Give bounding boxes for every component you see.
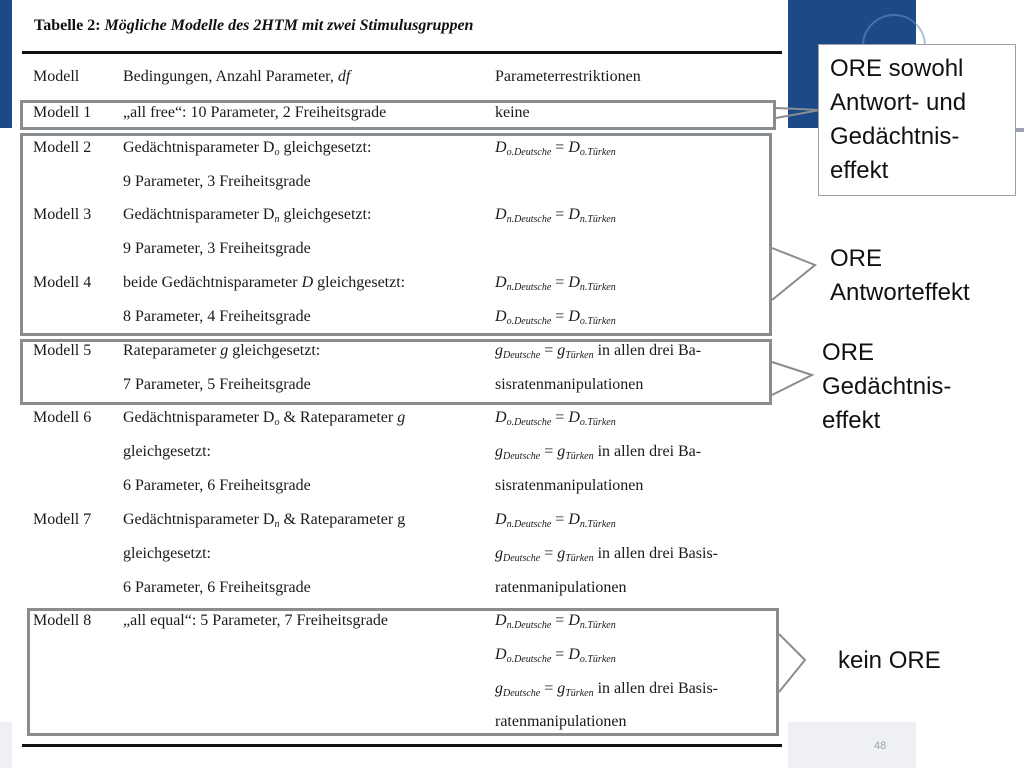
- pointer-model-5: [772, 362, 812, 395]
- model-5-label: Modell 5: [33, 342, 92, 359]
- model-3-conditions-line2: 9 Parameter, 3 Freiheitsgrade: [123, 240, 311, 257]
- model-3-restrictions: $D_{n.Deutsche} = D_{n.Türken}$: [495, 206, 616, 225]
- model-2-conditions-line2: 9 Parameter, 3 Freiheitsgrade: [123, 173, 311, 190]
- table-title: Tabelle 2: Mögliche Modelle des 2HTM mit zwei Stimulusgruppen: [34, 17, 474, 34]
- header-restrictions: Parameterrestriktionen: [495, 68, 641, 85]
- pointer-model-8: [779, 634, 805, 692]
- model-1-conditions: „all free“: 10 Parameter, 2 Freiheitsgrade: [123, 104, 387, 121]
- model-8-conditions: „all equal“: 5 Parameter, 7 Freiheitsgrade: [123, 612, 389, 629]
- page-number: 48: [874, 740, 887, 752]
- model-3-conditions-line1: Gedächtnisparameter $D_n$ gleichgesetzt:: [123, 206, 372, 225]
- model-8-restrictions-line2: $D_{o.Deutsche} = D_{o.Türken}$: [495, 646, 616, 665]
- model-4-label: Modell 4: [33, 274, 92, 291]
- model-6-conditions-line2: gleichgesetzt:: [123, 443, 211, 460]
- model-1-label: Modell 1: [33, 104, 92, 121]
- model-7-conditions-line3: 6 Parameter, 6 Freiheitsgrade: [123, 579, 311, 596]
- callout-ore-memory: ORE Gedächtnis- effekt: [822, 339, 952, 434]
- model-7-restrictions-line1: $D_{n.Deutsche} = D_{n.Türken}$: [495, 511, 616, 530]
- model-4-conditions-line1: beide Gedächtnisparameter D gleichgesetzt:: [123, 274, 406, 291]
- model-2-label: Modell 2: [33, 139, 92, 156]
- model-4-restrictions-line2: $D_{o.Deutsche} = D_{o.Türken}$: [495, 308, 616, 327]
- model-1-restrictions: keine: [495, 104, 530, 121]
- model-5-conditions-line2: 7 Parameter, 5 Freiheitsgrade: [123, 376, 311, 393]
- header-conditions: Bedingungen, Anzahl Parameter, df: [123, 68, 351, 85]
- model-8-restrictions-line4: ratenmanipulationen: [495, 713, 627, 730]
- model-3-label: Modell 3: [33, 206, 92, 223]
- callout-ore-response: ORE Antworteffekt: [830, 245, 970, 306]
- model-4-conditions-line2: 8 Parameter, 4 Freiheitsgrade: [123, 308, 311, 325]
- model-6-label: Modell 6: [33, 409, 92, 426]
- model-5-restrictions-line1: $g_{Deutsche} = g_{Türken}$ in allen drei Ba-: [495, 342, 702, 361]
- model-7-label: Modell 7: [33, 511, 92, 528]
- model-7-restrictions-line2: $g_{Deutsche} = g_{Türken}$ in allen drei Basis-: [495, 545, 719, 564]
- model-6-conditions-line3: 6 Parameter, 6 Freiheitsgrade: [123, 477, 311, 494]
- model-8-restrictions-line1: $D_{n.Deutsche} = D_{n.Türken}$: [495, 612, 616, 631]
- model-5-conditions-line1: Rateparameter g gleichgesetzt:: [123, 342, 321, 359]
- model-6-restrictions-line1: $D_{o.Deutsche} = D_{o.Türken}$: [495, 409, 616, 428]
- model-6-restrictions-line3: sisratenmanipulationen: [495, 477, 644, 494]
- model-7-conditions-line2: gleichgesetzt:: [123, 545, 211, 562]
- pointer-model-1: [776, 108, 820, 118]
- callout-ore-both: ORE sowohl Antwort- und Gedächtnis- effekt: [830, 55, 967, 184]
- model-8-label: Modell 8: [33, 612, 92, 629]
- model-6-conditions-line1: Gedächtnisparameter $D_o$ & Rateparameter g: [123, 409, 406, 428]
- model-7-conditions-line1: Gedächtnisparameter $D_n$ & Rateparameter g: [123, 511, 406, 530]
- model-6-restrictions-line2: $g_{Deutsche} = g_{Türken}$ in allen drei Ba-: [495, 443, 702, 462]
- model-2-restrictions: $D_{o.Deutsche} = D_{o.Türken}$: [495, 139, 616, 158]
- model-7-restrictions-line3: ratenmanipulationen: [495, 579, 627, 596]
- model-2-conditions-line1: Gedächtnisparameter $D_o$ gleichgesetzt:: [123, 139, 372, 158]
- model-4-restrictions-line1: $D_{n.Deutsche} = D_{n.Türken}$: [495, 274, 616, 293]
- pointer-models-2-4: [772, 248, 815, 300]
- callout-no-ore: kein ORE: [838, 647, 941, 674]
- model-8-restrictions-line3: $g_{Deutsche} = g_{Türken}$ in allen drei Basis-: [495, 680, 719, 699]
- header-model: Modell: [33, 68, 80, 85]
- model-5-restrictions-line2: sisratenmanipulationen: [495, 376, 644, 393]
